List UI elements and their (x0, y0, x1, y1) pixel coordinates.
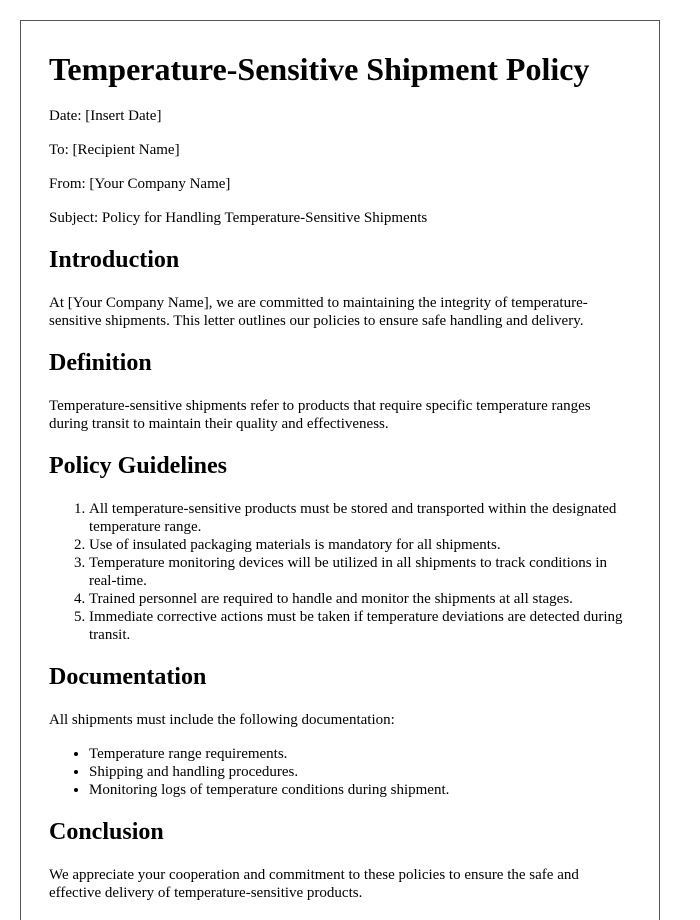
document-title: Temperature-Sensitive Shipment Policy (49, 51, 590, 87)
introduction-heading: Introduction (49, 247, 180, 273)
documentation-item: • Temperature range requirements. (89, 745, 631, 763)
guidelines-heading: Policy Guidelines (49, 453, 228, 479)
subject-line: Subject: Policy for Handling Temperature-Sensitive Shipments (49, 210, 428, 226)
documentation-heading: Documentation (49, 664, 207, 690)
letter-meta (49, 107, 659, 227)
definition-text: Temperature-sensitive shipments refer to products that require specific temperature ranges during transit to maintain their quality and effectiveness. (49, 398, 591, 432)
guideline-item: 4. Trained personnel are required to handle and monitor the shipments at all stages. (89, 590, 631, 608)
definition-heading: Definition (49, 350, 152, 376)
conclusion-heading: Conclusion (49, 819, 164, 845)
conclusion-text: We appreciate your cooperation and commitment to these policies to ensure the safe and effective delivery of temperature-sensitive products. (49, 867, 579, 901)
letter-page (20, 20, 660, 920)
documentation-item: • Shipping and handling procedures. (89, 763, 631, 781)
from-line: From: [Your Company Name] (49, 176, 231, 192)
to-line: To: [Recipient Name] (49, 142, 180, 158)
date-line: Date: [Insert Date] (49, 108, 162, 124)
introduction-text: At [Your Company Name], we are committed to maintaining the integrity of temperature-sensitive shipments. This letter outlines our policies to ensure safe handling and delivery. (49, 295, 588, 329)
documentation-item: • Monitoring logs of temperature conditions during shipment. (89, 781, 631, 799)
guideline-item: 5. Immediate corrective actions must be taken if temperature deviations are detected during transit. (89, 608, 631, 644)
documentation-intro: All shipments must include the following documentation: (49, 712, 395, 728)
guideline-item: 3. Temperature monitoring devices will be utilized in all shipments to track conditions in real-time. (89, 554, 631, 590)
guideline-item: 1. All temperature-sensitive products must be stored and transported within the designated temperature range. (89, 500, 631, 536)
guideline-item: 2. Use of insulated packaging materials is mandatory for all shipments. (89, 536, 631, 554)
guidelines-list (49, 500, 659, 644)
documentation-list (49, 745, 659, 799)
